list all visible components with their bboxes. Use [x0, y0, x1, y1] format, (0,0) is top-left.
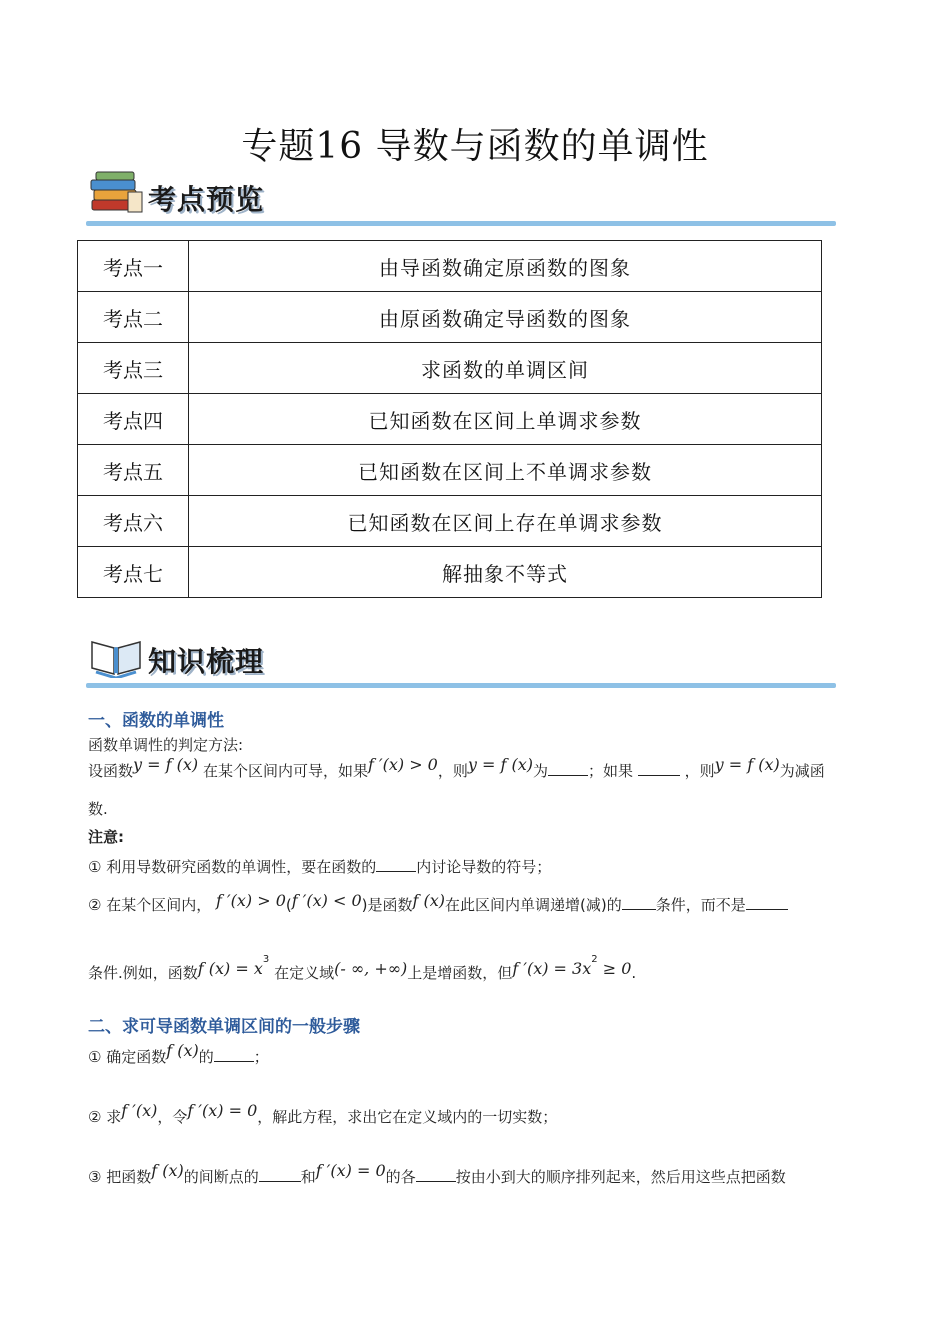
note-item-2: ② 在某个区间内， f ′(x) > 0(f ′(x) < 0)是函数f (x)在此区间内单调递增(减)的 条件，而不是 [88, 894, 788, 915]
topic-value: 由导函数确定原函数的图象 [189, 241, 822, 292]
section-header-knowledge [86, 630, 836, 690]
fill-blank[interactable] [376, 857, 416, 872]
open-book-icon [88, 632, 144, 678]
topic-key: 考点六 [78, 496, 189, 547]
fill-blank[interactable] [259, 1167, 301, 1182]
topic-value: 已知函数在区间上存在单调求参数 [189, 496, 822, 547]
step-1: ① 确定函数f (x)的 ； [88, 1041, 269, 1066]
table-row [78, 445, 822, 496]
topic-key: 考点五 [78, 445, 189, 496]
fill-blank[interactable] [746, 895, 788, 910]
fill-blank[interactable] [548, 761, 588, 776]
note-item-2-continued: 条件.例如，函数f $(x) = x^3$ 在定义域(- ∞, +∞)上是增函数，但f $'(x) = 3x^2 \ge 0$. [88, 954, 637, 982]
topic-key: 考点七 [78, 547, 189, 598]
section-label-preview: 考点预览 [148, 183, 265, 216]
section-label-knowledge: 知识梳理 [148, 645, 265, 678]
section-divider [86, 221, 836, 226]
topic-key: 考点二 [78, 292, 189, 343]
topic-value: 求函数的单调区间 [189, 343, 822, 394]
topic-value: 已知函数在区间上单调求参数 [189, 394, 822, 445]
topic-value: 解抽象不等式 [189, 547, 822, 598]
fill-blank[interactable] [622, 895, 656, 910]
table-row [78, 343, 822, 394]
definition-line: 设函数y = f (x) 在某个区间内可导，如果f ′(x) > 0，则y = f (x)为 ；如果 ，则y = f (x)为减函 [88, 755, 825, 780]
topic-value: 由原函数确定导函数的图象 [189, 292, 822, 343]
part1-heading: 一、函数的单调性 [88, 711, 224, 731]
fill-blank[interactable] [214, 1047, 254, 1062]
topic-key: 考点四 [78, 394, 189, 445]
page-title: 专题16 导数与函数的单调性 [241, 126, 709, 167]
step-3: ③ 把函数f (x)的间断点的 和f ′(x) = 0的各 按由小到大的顺序排列起来，然后用这些点把函数 [88, 1161, 786, 1186]
fill-blank[interactable] [638, 761, 680, 776]
table-row [78, 292, 822, 343]
section-divider [86, 683, 836, 688]
note-label: 注意: [88, 828, 124, 846]
fill-blank[interactable] [416, 1167, 456, 1182]
table-row [78, 496, 822, 547]
table-row [78, 547, 822, 598]
section-header-preview [86, 168, 836, 228]
part2-heading: 二、求可导函数单调区间的一般步骤 [88, 1017, 360, 1037]
note-item-1: ① 利用导数研究函数的单调性，要在函数的 内讨论导数的符号； [88, 858, 552, 876]
books-icon [88, 170, 144, 216]
topics-table [77, 240, 822, 598]
table-row [78, 394, 822, 445]
topic-value: 已知函数在区间上不单调求参数 [189, 445, 822, 496]
topic-key: 考点三 [78, 343, 189, 394]
table-row [78, 241, 822, 292]
topic-key: 考点一 [78, 241, 189, 292]
step-2: ② 求f ′(x)，令f ′(x) = 0，解此方程，求出它在定义域内的一切实数； [88, 1101, 558, 1126]
method-line: 函数单调性的判定方法: [88, 736, 244, 754]
definition-line-end: 数. [88, 800, 108, 818]
